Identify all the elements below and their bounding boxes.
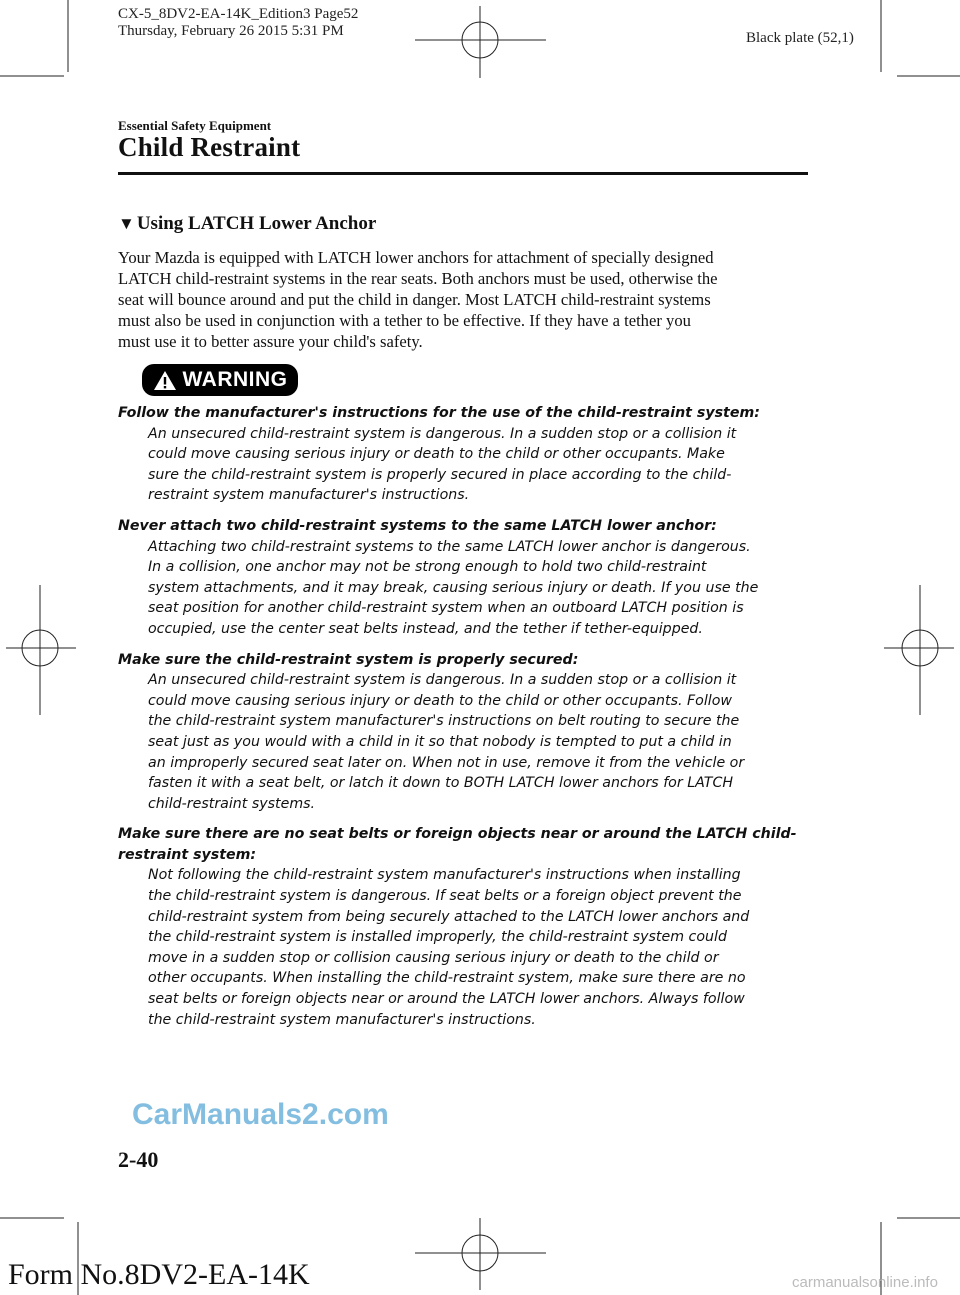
warning-line: seat position for another child-restraint system when an outboard LATCH position is: [148, 600, 744, 617]
warning-line: could move causing serious injury or death to the child or other occupants. Follow: [148, 692, 732, 709]
warning-list: [118, 403, 818, 1040]
section-label: Essential Safety Equipment: [118, 118, 272, 133]
warning-line: the child-restraint system is installed improperly, the child-restraint system could: [148, 929, 727, 946]
warning-line: the child-restraint system is dangerous. If seat belts or a foreign object prevent the: [148, 888, 742, 905]
warning-item: [118, 516, 818, 640]
print-meta-date: Thursday, February 26 2015 5:31 PM: [118, 23, 344, 39]
warning-item-heading: Never attach two child-restraint systems to the same LATCH lower anchor:: [118, 517, 717, 534]
warning-line: An unsecured child-restraint system is dangerous. In a sudden stop or a collision it: [148, 672, 737, 689]
warning-line: the child-restraint system manufacturer's instructions.: [148, 1011, 536, 1028]
warning-line: move in a sudden stop or collision causing serious injury or death to the child or: [148, 949, 719, 966]
warning-line: other occupants. When installing the child-restraint system, make sure there are no: [148, 970, 746, 987]
warning-line: An unsecured child-restraint system is dangerous. In a sudden stop or a collision it: [148, 425, 737, 442]
warning-item-body: [118, 670, 818, 814]
warning-item: [118, 650, 818, 815]
page-title: Child Restraint: [118, 132, 301, 162]
subsection-title: Using LATCH Lower Anchor: [136, 213, 377, 234]
print-meta-file: CX-5_8DV2-EA-14K_Edition3 Page52: [118, 6, 359, 22]
print-meta: [118, 6, 358, 40]
warning-item-body: [118, 424, 818, 506]
warning-item: [118, 403, 818, 506]
warning-line: child-restraint system from being securely attached to the LATCH lower anchors and: [148, 908, 750, 925]
title-rule: [118, 172, 808, 175]
warning-line: child-restraint systems.: [148, 795, 316, 812]
plate-label: Black plate (52,1): [746, 30, 854, 46]
warning-line: Attaching two child-restraint systems to the same LATCH lower anchor is dangerous.: [148, 538, 751, 555]
warning-line: could move causing serious injury or death to the child or other occupants. Make: [148, 446, 725, 463]
warning-line: sure the child-restraint system is properly secured in place according to the child-: [148, 466, 732, 483]
warning-line: seat belts or foreign objects near or around the LATCH lower anchors. Always follow: [148, 991, 745, 1008]
warning-item-body: [118, 865, 818, 1030]
watermark-site: CarManuals2.com: [132, 1098, 389, 1131]
subsection-heading: [118, 213, 376, 235]
warning-item-heading: Follow the manufacturer's instructions for the use of the child-restraint system:: [118, 405, 760, 421]
page-number: 2-40: [118, 1147, 159, 1172]
intro-line: must use it to better assure your child's safety.: [118, 332, 423, 351]
warning-line: occupied, use the center seat belts instead, and the tether if tether-equipped.: [148, 620, 703, 637]
warning-line: system attachments, and it may break, causing serious injury or death. If you use the: [148, 579, 759, 596]
warning-badge: [142, 364, 298, 396]
form-number: Form No.8DV2-EA-14K: [8, 1258, 310, 1291]
warning-line: fasten it with a seat belt, or latch it down to BOTH LATCH lower anchors for LATCH: [148, 775, 734, 792]
warning-label: WARNING: [182, 368, 288, 391]
watermark-corner: carmanualsonline.info: [792, 1274, 938, 1291]
intro-line: Your Mazda is equipped with LATCH lower anchors for attachment of specially designed: [118, 248, 714, 267]
warning-triangle-icon: [153, 370, 177, 391]
intro-line: seat will bounce around and put the child in danger. Most LATCH child-restraint systems: [118, 290, 711, 309]
warning-item: [118, 824, 818, 1030]
warning-line: restraint system manufacturer's instructions.: [148, 487, 470, 504]
triangle-marker-icon: ▼: [118, 214, 135, 233]
intro-line: must also be used in conjunction with a tether to be effective. If they have a tether you: [118, 311, 691, 330]
warning-item-heading: Make sure there are no seat belts or foreign objects near or around the LATCH child-: [118, 826, 797, 843]
warning-line: an improperly secured seat later on. When not in use, remove it from the vehicle or: [148, 754, 745, 771]
warning-line: In a collision, one anchor may not be strong enough to hold two child-restraint: [148, 559, 707, 576]
intro-paragraph: [118, 247, 818, 352]
intro-line: LATCH child-restraint systems in the rear seats. Both anchors must be used, otherwise the: [118, 269, 718, 288]
warning-line: seat just as you would with a child in it so that nobody is tempted to put a child in: [148, 733, 732, 750]
warning-item-heading: restraint system:: [118, 846, 257, 863]
warning-item-body: [118, 537, 818, 640]
warning-line: Not following the child-restraint system manufacturer's instructions when installing: [148, 867, 741, 884]
warning-line: the child-restraint system manufacturer's instructions on belt routing to secure the: [148, 713, 740, 730]
warning-item-heading: Make sure the child-restraint system is properly secured:: [118, 651, 579, 668]
